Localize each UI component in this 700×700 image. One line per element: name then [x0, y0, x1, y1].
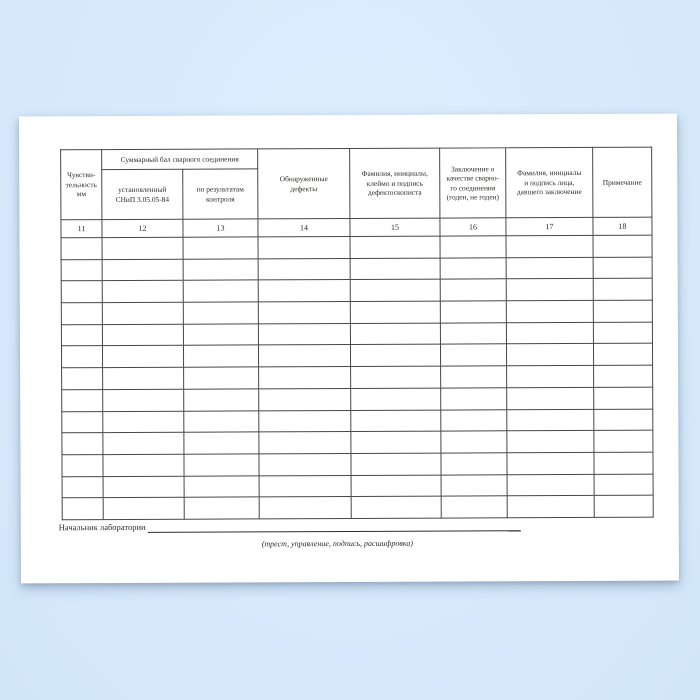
empty-cell	[351, 431, 441, 453]
table-row	[61, 322, 652, 346]
empty-cell	[184, 432, 259, 454]
column-header-13: по результатам контроля	[183, 169, 258, 219]
empty-cell	[440, 344, 506, 366]
empty-cell	[441, 453, 507, 475]
empty-cell	[258, 302, 350, 324]
empty-cell	[61, 259, 102, 281]
table-row	[61, 257, 652, 281]
empty-cell	[594, 409, 653, 431]
table-row	[62, 409, 653, 433]
table-row	[61, 300, 652, 324]
empty-cell	[350, 258, 440, 280]
table-row	[61, 344, 652, 368]
empty-cell	[103, 497, 184, 519]
empty-cell	[62, 454, 103, 476]
empty-cell	[441, 388, 507, 410]
empty-cell	[61, 238, 102, 260]
empty-cell	[507, 431, 594, 453]
column-number: 12	[102, 219, 183, 237]
empty-cell	[102, 324, 183, 346]
empty-cell	[440, 279, 506, 301]
column-header-17: Фамилия, инициалы и подпись лица, давшего заключение	[506, 147, 593, 217]
empty-cell	[351, 410, 441, 432]
empty-cell	[351, 496, 441, 518]
empty-cell	[507, 387, 594, 409]
empty-cell	[183, 324, 258, 346]
empty-cell	[351, 388, 441, 410]
empty-cell	[507, 496, 594, 518]
empty-cell	[184, 497, 259, 519]
column-number: 13	[183, 219, 258, 237]
empty-cell	[61, 346, 102, 368]
column-number: 16	[440, 218, 506, 236]
empty-cell	[184, 367, 259, 389]
empty-cell	[259, 453, 351, 475]
empty-cell	[593, 344, 652, 366]
empty-cell	[441, 409, 507, 431]
empty-cell	[593, 235, 652, 257]
empty-cell	[593, 300, 652, 322]
empty-cell	[258, 323, 350, 345]
empty-cell	[594, 430, 653, 452]
empty-cell	[594, 452, 653, 474]
empty-cell	[440, 258, 506, 280]
empty-cell	[441, 431, 507, 453]
empty-cell	[184, 410, 259, 432]
empty-cell	[593, 257, 652, 279]
empty-cell	[102, 237, 183, 259]
empty-cell	[61, 324, 102, 346]
empty-cell	[507, 452, 594, 474]
column-number: 11	[61, 220, 102, 238]
empty-cell	[184, 389, 259, 411]
empty-cell	[102, 259, 183, 281]
empty-cell	[258, 280, 350, 302]
lab-head-label: Начальник лаборатории	[58, 521, 146, 533]
empty-cell	[441, 496, 507, 518]
empty-cell	[593, 322, 652, 344]
empty-cell	[594, 474, 653, 496]
table-row	[62, 430, 653, 454]
empty-cell	[103, 454, 184, 476]
empty-cell	[594, 365, 653, 387]
empty-cell	[507, 366, 594, 388]
empty-cell	[102, 281, 183, 303]
empty-cell	[103, 411, 184, 433]
empty-cell	[258, 236, 350, 258]
empty-cell	[62, 389, 103, 411]
empty-cell	[103, 476, 184, 498]
empty-cell	[593, 279, 652, 301]
empty-cell	[594, 495, 653, 517]
empty-cell	[350, 301, 440, 323]
empty-cell	[258, 345, 350, 367]
empty-cell	[183, 345, 258, 367]
empty-cell	[61, 303, 102, 325]
empty-cell	[506, 322, 593, 344]
column-number: 14	[258, 218, 350, 236]
column-header-15: Фамилия, инициалы, клеймо и подпись дефектоскописта	[350, 148, 440, 218]
empty-cell	[440, 301, 506, 323]
empty-cell	[506, 257, 593, 279]
lab-head-signature-row	[59, 520, 521, 533]
empty-cell	[183, 302, 258, 324]
empty-cell	[594, 387, 653, 409]
empty-cell	[506, 279, 593, 301]
empty-cell	[441, 474, 507, 496]
empty-cell	[103, 389, 184, 411]
empty-cell	[62, 368, 103, 390]
empty-cell	[350, 345, 440, 367]
empty-cell	[102, 346, 183, 368]
paper-sheet	[19, 114, 679, 584]
empty-cell	[507, 474, 594, 496]
column-header-11: Чувстви- тельность мм	[61, 150, 102, 220]
column-number: 15	[350, 218, 440, 236]
empty-cell	[506, 300, 593, 322]
empty-cell	[259, 388, 351, 410]
column-header-12: установленный СНиП 3.05.05-84	[102, 169, 183, 219]
table-header	[61, 147, 652, 238]
empty-cell	[259, 497, 351, 519]
empty-cell	[351, 453, 441, 475]
empty-cell	[184, 454, 259, 476]
empty-cell	[259, 475, 351, 497]
empty-cell	[506, 235, 593, 257]
empty-cell	[507, 409, 594, 431]
empty-cell	[350, 236, 440, 258]
empty-cell	[259, 410, 351, 432]
form-table	[60, 147, 654, 521]
empty-cell	[183, 280, 258, 302]
table-row	[62, 452, 653, 476]
empty-cell	[351, 366, 441, 388]
table-row	[62, 365, 653, 389]
empty-cell	[62, 498, 103, 520]
empty-cell	[183, 259, 258, 281]
column-number: 17	[506, 217, 593, 235]
signature-note: (трест, управление, подпись, расшифровка)	[261, 538, 414, 549]
table-row	[62, 387, 653, 411]
empty-cell	[183, 237, 258, 259]
empty-cell	[506, 344, 593, 366]
empty-cell	[440, 323, 506, 345]
column-header-18: Примечание	[593, 147, 652, 217]
empty-cell	[350, 323, 440, 345]
column-number: 18	[593, 217, 652, 235]
table-row	[62, 495, 653, 519]
table-row	[61, 235, 652, 259]
empty-cell	[259, 367, 351, 389]
table-row	[62, 474, 653, 498]
empty-cell	[441, 366, 507, 388]
column-header-16: Заключение о качестве сварно- го соединения (годен, не годен)	[440, 148, 506, 218]
empty-cell	[440, 236, 506, 258]
group-header-cell: Суммарный бал сварного соединения	[102, 149, 258, 170]
empty-cell	[103, 432, 184, 454]
signature-line	[148, 520, 521, 533]
empty-cell	[61, 281, 102, 303]
empty-cell	[351, 475, 441, 497]
empty-cell	[62, 411, 103, 433]
empty-cell	[62, 476, 103, 498]
empty-cell	[62, 433, 103, 455]
table-row	[61, 279, 652, 303]
table-body	[61, 235, 653, 520]
empty-cell	[259, 432, 351, 454]
empty-cell	[258, 258, 350, 280]
column-header-14: Обнаруженные дефекты	[258, 148, 350, 218]
empty-cell	[184, 475, 259, 497]
empty-cell	[350, 279, 440, 301]
empty-cell	[103, 367, 184, 389]
empty-cell	[102, 302, 183, 324]
